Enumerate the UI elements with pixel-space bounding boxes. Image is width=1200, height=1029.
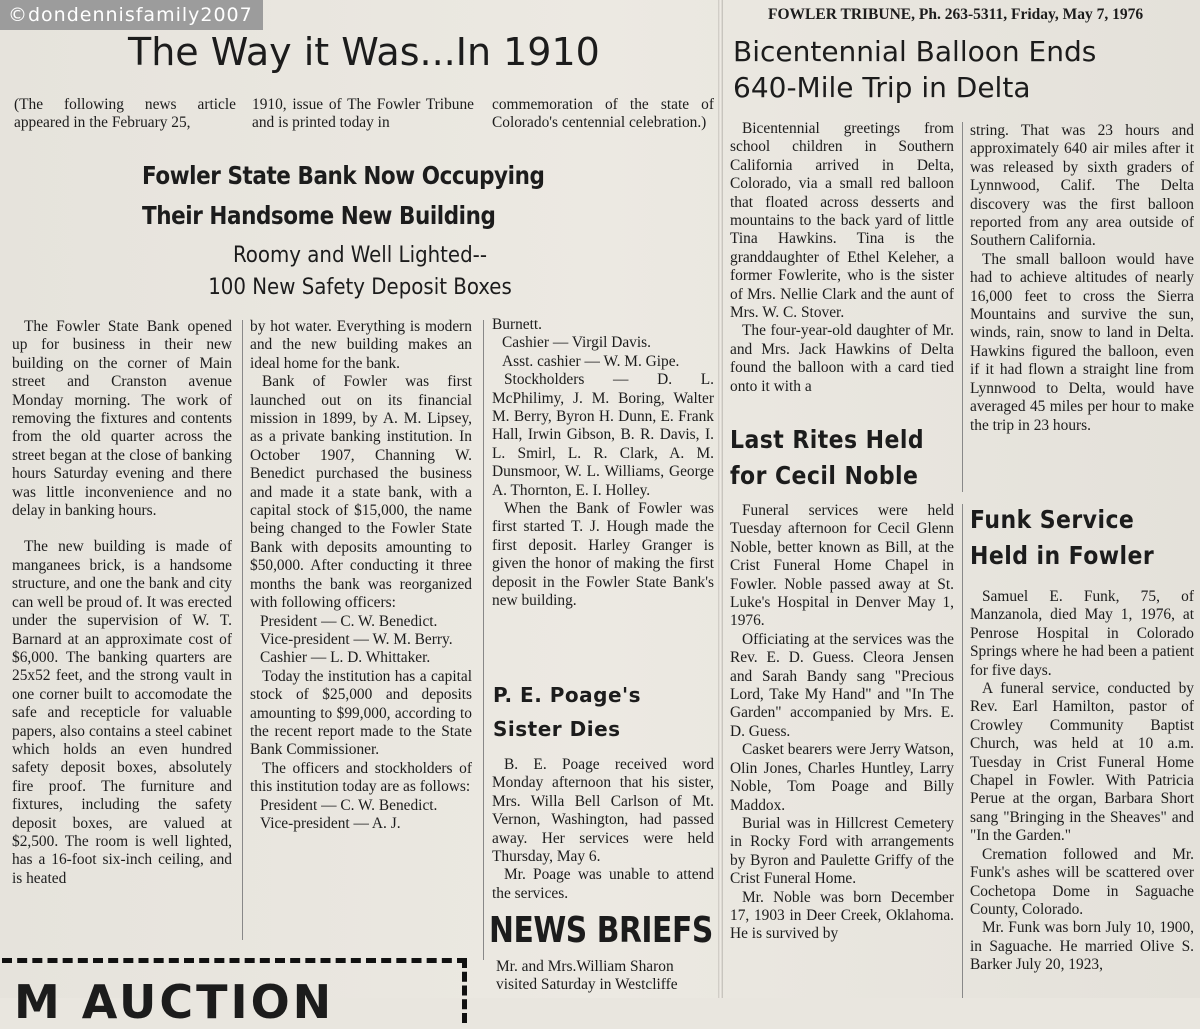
balloon-headline <box>733 34 1163 106</box>
article-paragraph: The Fowler State Bank opened up for business in their new building on the corner of Main street and Cranston avenue Monday morning. The work of removing the fixtures and contents from the old quarter across the street began at the close of banking hours Saturday evening and there was little inconvenience and no delay in banking hours. <box>12 318 232 520</box>
article-paragraph: Samuel E. Funk, 75, of Manzanola, died May 1, 1976, at Penrose Hospital in Colorado Springs where he had been a patient for five days. <box>970 588 1194 679</box>
article-paragraph: The four-year-old daughter of Mr. and Mrs. Jack Hawkins of Delta found the balloon with a card tied onto it with a <box>730 322 954 395</box>
funk-story <box>970 588 1194 998</box>
intro-col-2: 1910, issue of The Fowler Tribune and is printed today in <box>252 96 474 131</box>
poage-headline-line-2: Sister Dies <box>493 717 621 741</box>
officer-line: President — C. W. Benedict. <box>260 796 438 814</box>
article-paragraph: Bicentennial greetings from school children in Southern California arrived in Delta, Colorado, via a small red balloon that floated across desserts and mountains to the back yard of little Tina Hawkins. Tina is the granddaughter of Ethel Keleher, a former Fowlerite, who is the sister of Mrs. Nellie Clark and the aunt of Mrs. W. C. Stover. <box>730 120 954 322</box>
noble-headline <box>730 422 924 494</box>
noble-headline-line-1: Last Rites Held <box>730 425 925 454</box>
article-paragraph: string. That was 23 hours and approximately 640 air miles after it was released by sixth graders of Lynnwood, Calif. The Delta discovery was the first balloon reported from any area outside of Southern California. <box>970 122 1194 250</box>
article-paragraph: B. E. Poage received word Monday afternoon that his sister, Mrs. Willa Bell Carlson of Mt. Vernon, Washington, had passed away. Her services were held Thursday, May 6. <box>492 756 714 866</box>
article-paragraph: A funeral service, conducted by Rev. Earl Hamilton, pastor of Crowley Community Baptist Church, was held at 10 a.m. Tuesday in Crist Funeral Home Chapel in Fowler. With Patricia Perue at the organ, Barbara Short sang "Bringing in the Sheaves" and "In the Garden." <box>970 680 1194 845</box>
masthead: FOWLER TRIBUNE, Ph. 263-5311, Friday, May 7, 1976 <box>768 6 1144 23</box>
poage-story <box>492 756 714 906</box>
bank-subhead-line-2: 100 New Safety Deposit Boxes <box>208 275 512 300</box>
auction-ad-title: M AUCTION <box>14 975 335 1029</box>
bank-col-3 <box>492 316 714 672</box>
news-briefs-headline: NEWS BRIEFS <box>489 910 713 951</box>
article-paragraph: Cremation followed and Mr. Funk's ashes will be scattered over Cochetopa Dome in Saguache County, Colorado. <box>970 845 1194 918</box>
bank-col-1 <box>12 318 232 950</box>
column-rule <box>962 504 963 998</box>
intro-col-3: commemoration of the state of Colorado's centennial celebration.) <box>492 96 714 131</box>
column-rule <box>242 320 243 940</box>
noble-story <box>730 502 954 998</box>
article-paragraph: Stockholders — D. L. McPhilimy, J. M. Boring, Walter M. Berry, Byron H. Dunn, E. Frank Hall, Irwin Gibson, B. R. Davis, I. L. Smirl, L. R. Clark, A. M. Dunsmoor, W. L. Williams, George A. Thornton, E. I. Holley. <box>492 371 714 499</box>
column-rule <box>483 320 484 960</box>
column-rule <box>962 122 963 492</box>
officer-line: President — C. W. Benedict. <box>260 612 438 630</box>
officer-line: Vice-president — A. J. <box>260 814 401 832</box>
balloon-headline-line-1: Bicentennial Balloon Ends <box>733 35 1097 68</box>
poage-headline <box>493 678 641 746</box>
article-paragraph: The small balloon would have had to achieve altitudes of nearly 16,000 feet to cross the Sierra Mountains and survive the sun, winds, rain, snow to land in Delta. Hawkins figured the balloon, even if it had flown a straight line from Lynnwood to Delta, would have averaged 45 miles per hour to make the trip in 23 hours. <box>970 250 1194 434</box>
article-paragraph: Casket bearers were Jerry Watson, Olin Jones, Charles Huntley, Larry Noble, Tom Poage and Billy Maddox. <box>730 741 954 814</box>
officer-line: Burnett. <box>492 316 543 333</box>
bank-col-2 <box>250 318 472 950</box>
bank-subhead-line-1: Roomy and Well Lighted-- <box>233 243 487 268</box>
article-paragraph: When the Bank of Fowler was first started T. J. Hough made the first deposit. Harley Granger is given the honor of making the first deposit in the Fowler State Bank's new building. <box>492 500 714 610</box>
article-paragraph: Funeral services were held Tuesday afternoon for Cecil Glenn Noble, better known as Bill, at the Crist Funeral Home Chapel in Fowler. Noble passed away at St. Luke's Hospital in Denver May 1, 1976. <box>730 502 954 630</box>
intro-col-1: (The following news article appeared in the February 25, <box>14 96 236 131</box>
funk-headline-line-1: Funk Service <box>970 505 1135 534</box>
noble-headline-line-2: for Cecil Noble <box>730 461 919 490</box>
main-title: The Way it Was...In 1910 <box>128 30 600 74</box>
article-paragraph: The officers and stockholders of this institution today are as follows: <box>250 759 472 796</box>
article-paragraph: by hot water. Everything is modern and the new building makes an ideal home for the bank. <box>250 318 472 372</box>
bank-headline-line-1: Fowler State Bank Now Occupying <box>142 161 545 190</box>
bank-headline <box>142 156 546 236</box>
poage-headline-line-1: P. E. Poage's <box>493 683 642 707</box>
article-paragraph: Mr. Poage was unable to attend the services. <box>492 866 714 902</box>
bank-subhead <box>140 240 580 304</box>
officer-line: Asst. cashier — W. M. Gipe. <box>502 352 680 370</box>
article-paragraph: Bank of Fowler was first launched out on its financial mission in 1899, by A. M. Lipsey, as a private banking institution. In October 1907, Channing W. Benedict purchased the business and made it a state bank, with a capital stock of $15,000, the name being changed to the Fowler State Bank with deposits amounting to $50,000. After conducting it three months the bank was reorganized with following officers: <box>250 373 472 612</box>
bank-headline-line-2: Their Handsome New Building <box>142 201 496 230</box>
balloon-col-2 <box>970 122 1194 492</box>
article-paragraph: Mr. Noble was born December 17, 1903 in Deer Creek, Oklahoma. He is survived by <box>730 888 954 943</box>
balloon-col-1 <box>730 120 954 416</box>
article-paragraph: The new building is made of manganees brick, is a handsome structure, and one the bank and city can well be proud of. It was erected under the supervision of W. T. Barnard at an approximate cost of $6,000. The banking quarters are 25x52 feet, and the strong vault in one corner built to accomodate the safe and recepticle for valuable papers, also contains a steel cabinet which holds an even hundred safety deposit boxes, absolutely fire proof. The furniture and fixtures, including the safety deposit boxes, are valued at $2,500. The room is well lighted, has a 16-foot six-inch ceiling, and is heated <box>12 538 232 887</box>
news-briefs-text: Mr. and Mrs.William Sharon visited Saturday in Westcliffe <box>496 958 678 993</box>
article-paragraph: Officiating at the services was the Rev. E. D. Guess. Cleora Jensen and Sarah Bandy sang "Precious Lord, Take My Hand" and "In The Garden" accompanied by Mrs. E. D. Guess. <box>730 630 954 740</box>
article-paragraph: Mr. Funk was born July 10, 1900, in Saguache. He married Olive S. Barker July 20, 1923, <box>970 919 1194 974</box>
officer-line: Cashier — L. D. Whittaker. <box>260 649 431 667</box>
balloon-headline-line-2: 640-Mile Trip in Delta <box>733 71 1031 104</box>
copyright-watermark: ©dondennisfamily2007 <box>0 0 263 30</box>
page-fold <box>718 0 723 998</box>
funk-headline-line-2: Held in Fowler <box>970 541 1155 570</box>
article-paragraph: Today the institution has a capital stock of $25,000 and deposits amounting to $99,000, according to the recent report made to the State Bank Commissioner. <box>250 667 472 759</box>
officer-line: Cashier — Virgil Davis. <box>502 334 651 352</box>
funk-headline <box>970 502 1154 574</box>
article-paragraph: Burial was in Hillcrest Cemetery in Rocky Ford with arrangements by Byron and Paulette Griffy of the Crist Funeral Home. <box>730 814 954 888</box>
officer-line: Vice-president — W. M. Berry. <box>260 630 453 648</box>
